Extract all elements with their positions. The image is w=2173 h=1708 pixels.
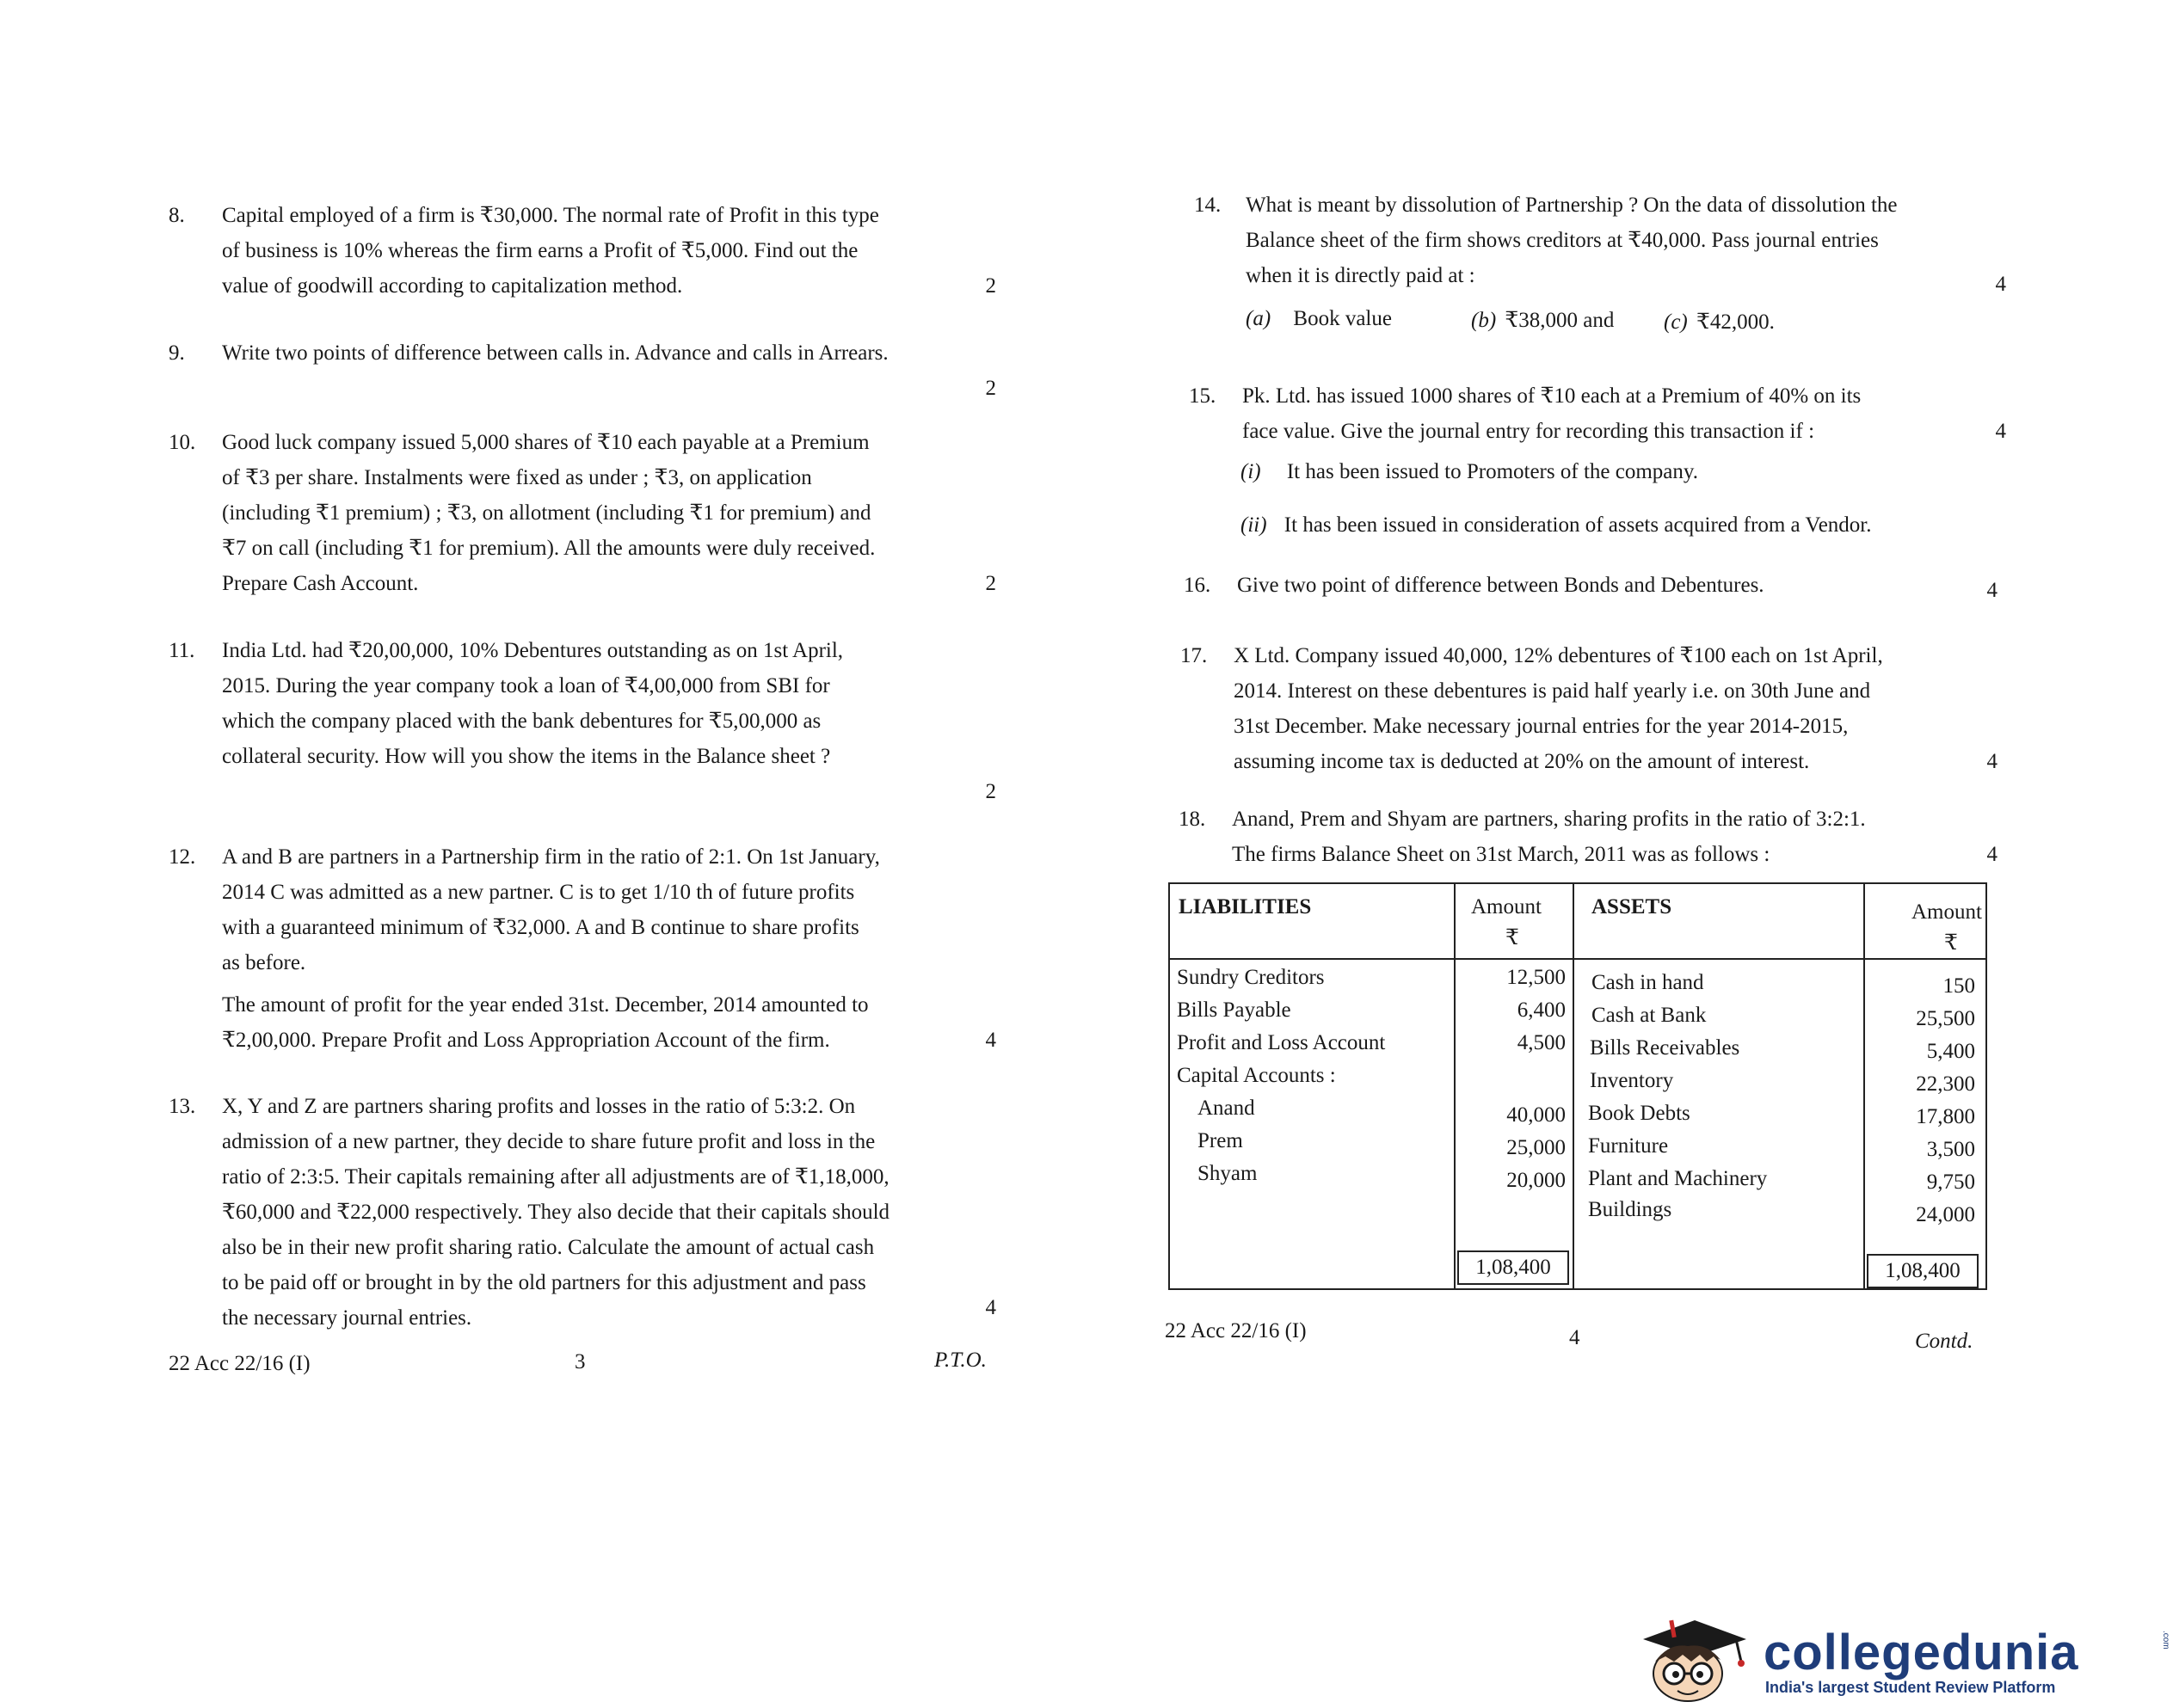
- question-line: collateral security. How will you show the items in the Balance sheet ?: [222, 745, 831, 768]
- question-line: to be paid off or brought in by the old partners for this adjustment and pass: [222, 1271, 866, 1294]
- question-line: ₹2,00,000. Prepare Profit and Loss Appropriation Account of the firm.: [222, 1029, 830, 1052]
- question-line: X Ltd. Company issued 40,000, 12% debentures of ₹100 each on 1st April,: [1234, 644, 1883, 667]
- currency-symbol: ₹: [1944, 931, 1958, 955]
- question-line: 2015. During the year company took a loan of ₹4,00,000 from SBI for: [222, 674, 830, 697]
- paper-code: 22 Acc 22/16 (I): [169, 1352, 311, 1375]
- question-line: admission of a new partner, they decide to share future profit and loss in the: [222, 1130, 876, 1153]
- question-line: Balance sheet of the firm shows creditors at ₹40,000. Pass journal entries: [1246, 229, 1879, 252]
- option-text: It has been issued to Promoters of the company.: [1286, 460, 1698, 483]
- question-line: which the company placed with the bank debentures for ₹5,00,000 as: [222, 710, 822, 733]
- question-line: of ₹3 per share. Instalments were fixed as under ; ₹3, on application: [222, 466, 812, 489]
- question-number: 14.: [1194, 194, 1222, 217]
- asset-name: Furniture: [1588, 1134, 1669, 1158]
- question-line: Pk. Ltd. has issued 1000 shares of ₹10 each at a Premium of 40% on its: [1242, 384, 1862, 408]
- question-line: Anand, Prem and Shyam are partners, sharing profits in the ratio of 3:2:1.: [1232, 808, 1866, 831]
- asset-amount: 5,400: [1926, 1040, 1975, 1063]
- asset-amount: 24,000: [1916, 1203, 1975, 1226]
- question-marks: 4: [1986, 750, 1998, 773]
- question-line: ₹7 on call (including ₹1 for premium). All the amounts were duly received.: [222, 537, 876, 560]
- question-line: Prepare Cash Account.: [222, 572, 419, 595]
- question-line: ₹60,000 and ₹22,000 respectively. They also decide that their capitals should: [222, 1201, 890, 1224]
- question-line: 31st December. Make necessary journal entries for the year 2014-2015,: [1234, 715, 1849, 738]
- question-number: 9.: [169, 341, 185, 365]
- liability-amount: 25,000: [1506, 1136, 1566, 1159]
- page-number: 4: [1569, 1326, 1580, 1349]
- header-assets: ASSETS: [1591, 895, 1672, 919]
- option-b: [1471, 303, 1614, 338]
- liability-amount: 20,000: [1506, 1169, 1566, 1192]
- option-text: Book value: [1293, 307, 1392, 330]
- contd-label: Contd.: [1915, 1330, 1973, 1353]
- asset-amount: 150: [1942, 974, 1975, 998]
- question-marks: 4: [1986, 579, 1998, 602]
- question-line: of business is 10% whereas the firm earns a Profit of ₹5,000. Find out the: [222, 239, 859, 262]
- question-number: 10.: [169, 431, 196, 454]
- question-marks: 2: [985, 377, 996, 400]
- question-number: 15.: [1189, 384, 1216, 408]
- question-number: 11.: [169, 639, 195, 662]
- asset-amount: 25,500: [1916, 1007, 1975, 1030]
- question-number: 8.: [169, 204, 185, 227]
- question-line: A and B are partners in a Partnership firm in the ratio of 2:1. On 1st January,: [222, 845, 880, 869]
- question-marks: 2: [985, 780, 996, 803]
- liability-name: Sundry Creditors: [1177, 966, 1325, 989]
- question-line: India Ltd. had ₹20,00,000, 10% Debentures outstanding as on 1st April,: [222, 639, 844, 662]
- page-number: 3: [575, 1350, 586, 1373]
- asset-name: Cash at Bank: [1591, 1004, 1707, 1027]
- collegedunia-logo: [1617, 1617, 2168, 1703]
- question-marks: 2: [985, 274, 996, 298]
- logo-tagline: India's largest Student Review Platform: [1765, 1679, 2056, 1696]
- question-line: 2014 C was admitted as a new partner. C is to get 1/10 th of future profits: [222, 881, 855, 904]
- asset-name: Book Debts: [1588, 1102, 1690, 1125]
- liability-name: Capital Accounts :: [1177, 1064, 1336, 1087]
- question-number: 13.: [169, 1095, 196, 1118]
- liability-name: Anand: [1197, 1097, 1255, 1120]
- question-line: The amount of profit for the year ended 31st. December, 2014 amounted to: [222, 993, 869, 1017]
- question-line: Give two point of difference between Bonds and Debentures.: [1237, 574, 1764, 597]
- question-line: Good luck company issued 5,000 shares of ₹10 each payable at a Premium: [222, 431, 870, 454]
- question-line: What is meant by dissolution of Partnership ? On the data of dissolution the: [1246, 194, 1898, 217]
- question-marks: 4: [1995, 273, 2006, 296]
- question-number: 16.: [1184, 574, 1211, 597]
- question-line: the necessary journal entries.: [222, 1306, 472, 1330]
- liability-name: Bills Payable: [1177, 998, 1291, 1022]
- asset-amount: 3,500: [1926, 1138, 1975, 1161]
- option-label: (i): [1240, 460, 1261, 483]
- liability-amount: 40,000: [1506, 1103, 1566, 1127]
- asset-name: Inventory: [1590, 1069, 1674, 1092]
- liability-amount: 4,500: [1517, 1031, 1566, 1054]
- liability-amount: 6,400: [1517, 998, 1566, 1022]
- liability-name: Shyam: [1197, 1162, 1258, 1185]
- question-number: 17.: [1180, 644, 1208, 667]
- option-text: ₹42,000.: [1696, 310, 1775, 334]
- option-a: [1246, 301, 1392, 336]
- question-line: ratio of 2:3:5. Their capitals remaining after all adjustments are of ₹1,18,000,: [222, 1165, 890, 1189]
- option-label: (c): [1664, 310, 1688, 334]
- option-c: [1664, 304, 1775, 340]
- logo-suffix: .com: [2161, 1631, 2170, 1650]
- question-line: (including ₹1 premium) ; ₹3, on allotment (including ₹1 for premium) and: [222, 501, 871, 525]
- asset-name: Plant and Machinery: [1588, 1167, 1768, 1190]
- question-line: 2014. Interest on these debentures is paid half yearly i.e. on 30th June and: [1234, 679, 1871, 703]
- question-line: Capital employed of a firm is ₹30,000. The normal rate of Profit in this type: [222, 204, 879, 227]
- question-number: 12.: [169, 845, 196, 869]
- question-line: also be in their new profit sharing ratio. Calculate the amount of actual cash: [222, 1236, 875, 1259]
- total-liabilities: 1,08,400: [1457, 1250, 1569, 1285]
- question-line: face value. Give the journal entry for recording this transaction if :: [1242, 420, 1815, 443]
- asset-name: Bills Receivables: [1590, 1036, 1740, 1060]
- option-text: It has been issued in consideration of assets acquired from a Vendor.: [1283, 513, 1872, 537]
- question-marks: 4: [1986, 843, 1998, 866]
- paper-code: 22 Acc 22/16 (I): [1165, 1319, 1307, 1342]
- question-marks: 4: [985, 1296, 996, 1319]
- question-line: with a guaranteed minimum of ₹32,000. A and B continue to share profits: [222, 916, 859, 939]
- question-line: when it is directly paid at :: [1246, 264, 1475, 287]
- header-amount-assets: Amount: [1911, 900, 1982, 924]
- asset-amount: 17,800: [1916, 1105, 1975, 1128]
- asset-amount: 22,300: [1916, 1072, 1975, 1096]
- balance-sheet-table: [1168, 882, 1987, 1290]
- currency-symbol: ₹: [1505, 926, 1519, 949]
- asset-name: Buildings: [1588, 1198, 1672, 1221]
- option-label: (ii): [1240, 513, 1267, 537]
- mascot-icon: [1617, 1617, 1755, 1703]
- question-line: as before.: [222, 951, 306, 974]
- option-label: (a): [1246, 307, 1271, 330]
- asset-amount: 9,750: [1926, 1170, 1975, 1194]
- header-amount-liabilities: Amount: [1471, 895, 1542, 919]
- pto-label: P.T.O.: [934, 1349, 987, 1372]
- question-line: Write two points of difference between calls in. Advance and calls in Arrears.: [222, 341, 889, 365]
- liability-name: Profit and Loss Account: [1177, 1031, 1386, 1054]
- question-line: X, Y and Z are partners sharing profits and losses in the ratio of 5:3:2. On: [222, 1095, 856, 1118]
- question-marks: 4: [1995, 420, 2006, 443]
- liability-amount: 12,500: [1506, 966, 1566, 989]
- liability-name: Prem: [1197, 1129, 1243, 1152]
- question-line: assuming income tax is deducted at 20% on the amount of interest.: [1234, 750, 1810, 773]
- question-line: value of goodwill according to capitalization method.: [222, 274, 683, 298]
- total-assets: 1,08,400: [1867, 1254, 1979, 1288]
- option-i: [1240, 454, 1698, 489]
- option-ii: [1240, 507, 1872, 543]
- question-marks: 4: [985, 1029, 996, 1052]
- option-label: (b): [1471, 309, 1497, 332]
- header-liabilities: LIABILITIES: [1179, 895, 1312, 919]
- question-line: The firms Balance Sheet on 31st March, 2011 was as follows :: [1232, 843, 1770, 866]
- question-number: 18.: [1179, 808, 1206, 831]
- logo-wordmark: collegedunia: [1764, 1625, 2079, 1680]
- question-marks: 2: [985, 572, 996, 595]
- asset-name: Cash in hand: [1591, 971, 1704, 994]
- option-text: ₹38,000 and: [1505, 309, 1615, 332]
